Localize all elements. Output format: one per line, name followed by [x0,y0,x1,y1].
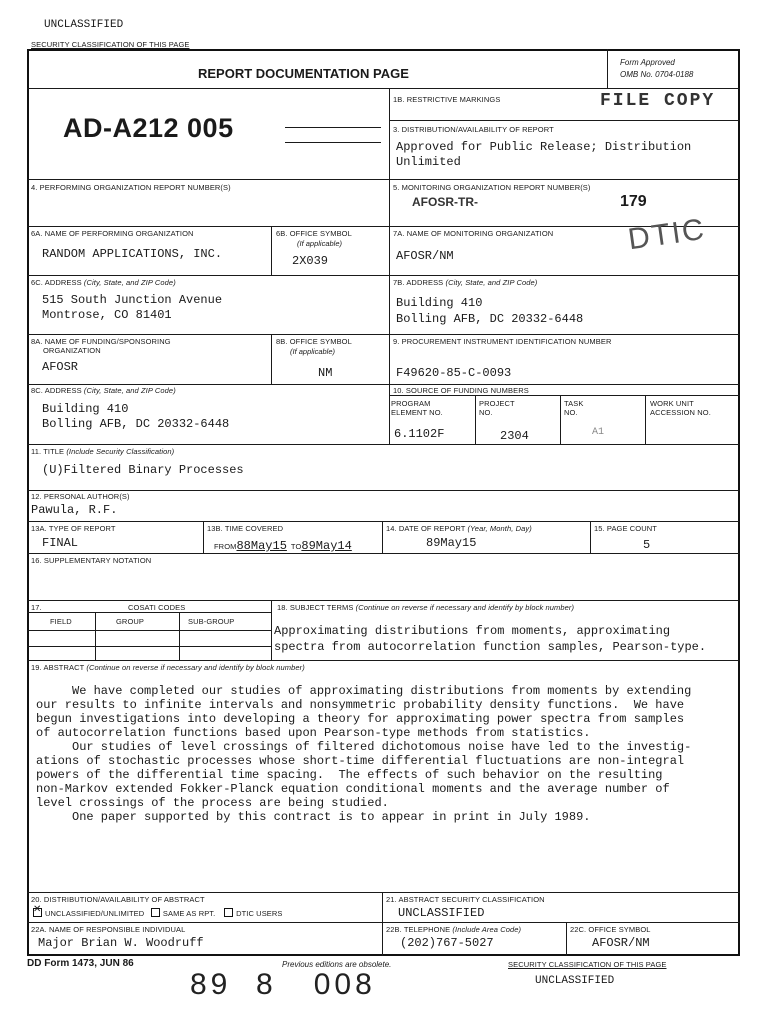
supplementary-notation-label: 16. SUPPLEMENTARY NOTATION [31,556,152,565]
program-element-label-1: PROGRAM [391,399,431,408]
cosati-number-label: 17. [31,603,42,612]
project-label-1: PROJECT [479,399,515,408]
form-approved: Form Approved [620,58,675,67]
abstract-line: level crossings of the process are being studied. [36,796,389,810]
monitoring-address-line-2: Bolling AFB, DC 20332-6448 [396,312,584,326]
abstract-line: One paper supported by this contract is to appear in print in July 1989. [36,810,591,824]
office-symbol-6b: 2X039 [292,254,329,268]
office-symbol-8b-label: 8B. OFFICE SYMBOL [276,337,352,346]
office-symbol-22c-label: 22C. OFFICE SYMBOL [570,925,651,934]
same-as-rpt-checkbox[interactable] [151,908,160,917]
funding-org-label-1: 8A. NAME OF FUNDING/SPONSORING [31,337,171,346]
abstract-line: non-Markov extended Fokker-Planck equation conditional moments and the average number of [36,782,670,796]
subject-terms-line-1: Approximating distributions from moments, approximating [274,624,671,638]
monitoring-report-suffix: 179 [620,193,647,210]
performing-org-label: 6A. NAME OF PERFORMING ORGANIZATION [31,229,194,238]
monitoring-address-line-1: Building 410 [396,296,483,310]
project-label-2: NO. [479,408,493,417]
funding-address-label: 8C. ADDRESS (City, State, and ZIP Code) [31,386,176,395]
program-element-label-2: ELEMENT NO. [391,408,443,417]
abstract-line: powers of the differential time spacing. The effects of such behavior on the resulting [36,768,663,782]
cosati-subgroup-label: SUB-GROUP [188,617,235,626]
office-symbol-6b-sub: (If applicable) [297,239,343,248]
cosati-field-label: FIELD [50,617,72,626]
abstract-distribution-options [33,908,283,918]
title-label: 11. TITLE (Include Security Classification) [31,447,175,456]
performing-report-number-label: 4. PERFORMING ORGANIZATION REPORT NUMBER(S) [31,183,231,192]
office-symbol-8b: NM [318,366,333,380]
abstract-security-label: 21. ABSTRACT SECURITY CLASSIFICATION [386,895,545,904]
dtic-users-checkbox[interactable] [224,908,233,917]
top-classification: UNCLASSIFIED [44,19,124,31]
monitoring-org: AFOSR/NM [396,249,454,263]
dtic-stamp: DTIC [626,212,708,257]
procurement-label: 9. PROCUREMENT INSTRUMENT IDENTIFICATION NUMBER [393,337,612,346]
work-unit-label-2: ACCESSION NO. [650,408,711,417]
performing-address-line-2: Montrose, CO 81401 [42,308,172,322]
monitoring-report-number-label: 5. MONITORING ORGANIZATION REPORT NUMBER(S) [393,183,591,192]
time-covered-to: 89May14 [301,539,352,553]
performing-address-label: 6C. ADDRESS (City, State, and ZIP Code) [31,278,176,287]
report-date-label: 14. DATE OF REPORT (Year, Month, Day) [386,524,532,533]
work-unit-label-1: WORK UNIT [650,399,694,408]
office-symbol-6b-label: 6B. OFFICE SYMBOL [276,229,352,238]
same-as-rpt-label: SAME AS RPT. [162,909,216,918]
monitoring-org-label: 7A. NAME OF MONITORING ORGANIZATION [393,229,554,238]
file-copy-stamp: FILE COPY [600,91,716,111]
time-covered-from: 88May15 [236,539,287,553]
author-value: Pawula, R.F. [31,503,118,517]
distribution-line-1: Approved for Public Release; Distribution [396,140,692,154]
abstract-line: ations of stochastic processes whose short-time differential fluctuations are non-integral [36,754,685,768]
responsible-individual: Major Brian W. Woodruff [38,936,204,950]
monitoring-report-number: AFOSR-TR- [412,195,478,209]
abstract-line: our results to infinite intervals and nonsymmetric probability density functions. We have [36,698,685,712]
monitoring-address-label: 7B. ADDRESS (City, State, and ZIP Code) [393,278,538,287]
page-count: 5 [643,538,651,552]
footer-security-value: UNCLASSIFIED [535,975,615,987]
distribution-label: 3. DISTRIBUTION/AVAILABILITY OF REPORT [393,125,554,134]
page-count-label: 15. PAGE COUNT [594,524,657,533]
title-value: (U)Filtered Binary Processes [42,463,244,477]
subject-terms-line-2: spectra from autocorrelation function samples, Pearson-type. [274,640,707,654]
performing-address-line-1: 515 South Junction Avenue [42,293,223,307]
task-label-1: TASK [564,399,584,408]
abstract-security: UNCLASSIFIED [398,906,485,920]
author-label: 12. PERSONAL AUTHOR(S) [31,492,130,501]
telephone-label: 22B. TELEPHONE (Include Area Code) [386,925,522,934]
responsible-individual-label: 22A. NAME OF RESPONSIBLE INDIVIDUAL [31,925,186,934]
stamp-numbers: 89 8 008 [190,968,376,1001]
performing-org: RANDOM APPLICATIONS, INC. [42,247,223,261]
funding-org-label-2: ORGANIZATION [43,346,101,355]
omb-number: OMB No. 0704-0188 [620,70,694,79]
office-symbol-8b-sub: (If applicable) [290,347,336,356]
abstract-line: begun investigations into developing a theory for approximating power spectra from samples [36,712,685,726]
previous-editions: Previous editions are obsolete. [282,960,392,969]
funding-address-line-2: Bolling AFB, DC 20332-6448 [42,417,230,431]
subject-terms-label: 18. SUBJECT TERMS (Continue on reverse if necessary and identify by block number) [277,603,575,612]
abstract-line: of autocorrelation functions based upon Pearson-type methods from statistics. [36,726,591,740]
task-label-2: NO. [564,408,578,417]
abstract-line: We have completed our studies of approximating distributions from moments by extending [36,684,692,698]
abstract-distribution-label: 20. DISTRIBUTION/AVAILABILITY OF ABSTRACT [31,895,205,904]
time-covered-to-label: TO [290,542,302,551]
office-symbol-22c: AFOSR/NM [592,936,650,950]
dtic-users-label: DTIC USERS [236,909,283,918]
procurement-number: F49620-85-C-0093 [396,366,512,380]
abstract-label: 19. ABSTRACT (Continue on reverse if necessary and identify by block number) [31,663,305,672]
report-date: 89May15 [426,536,477,550]
report-type-label: 13A. TYPE OF REPORT [31,524,116,533]
time-covered-from-label: FROM [214,542,237,551]
report-type: FINAL [42,536,79,550]
time-covered [214,536,352,554]
funding-address-line-1: Building 410 [42,402,129,416]
funding-org: AFOSR [42,360,79,374]
restrictive-markings-label: 1B. RESTRICTIVE MARKINGS [393,95,501,104]
project-number: 2304 [500,429,529,443]
telephone: (202)767-5027 [400,936,494,950]
time-covered-label: 13B. TIME COVERED [207,524,284,533]
funding-numbers-label: 10. SOURCE OF FUNDING NUMBERS [393,386,529,395]
unclassified-unlimited-label: UNCLASSIFIED/UNLIMITED [45,909,145,918]
distribution-line-2: Unlimited [396,155,461,169]
dd-form-id: DD Form 1473, JUN 86 [27,958,134,969]
cosati-title: COSATI CODES [128,603,186,612]
form-title: REPORT DOCUMENTATION PAGE [198,66,409,81]
abstract-body [36,684,691,824]
task-number: A1 [592,427,605,438]
program-element: 6.1102F [394,427,445,441]
report-number: AD-A212 005 [63,113,234,143]
security-classification-label: SECURITY CLASSIFICATION OF THIS PAGE [31,40,190,49]
footer-security-label: SECURITY CLASSIFICATION OF THIS PAGE [508,960,667,969]
cosati-group-label: GROUP [116,617,145,626]
abstract-line: Our studies of level crossings of filtered dichotomous noise have led to the investig- [36,740,692,754]
unclassified-unlimited-checkbox[interactable] [33,908,42,917]
